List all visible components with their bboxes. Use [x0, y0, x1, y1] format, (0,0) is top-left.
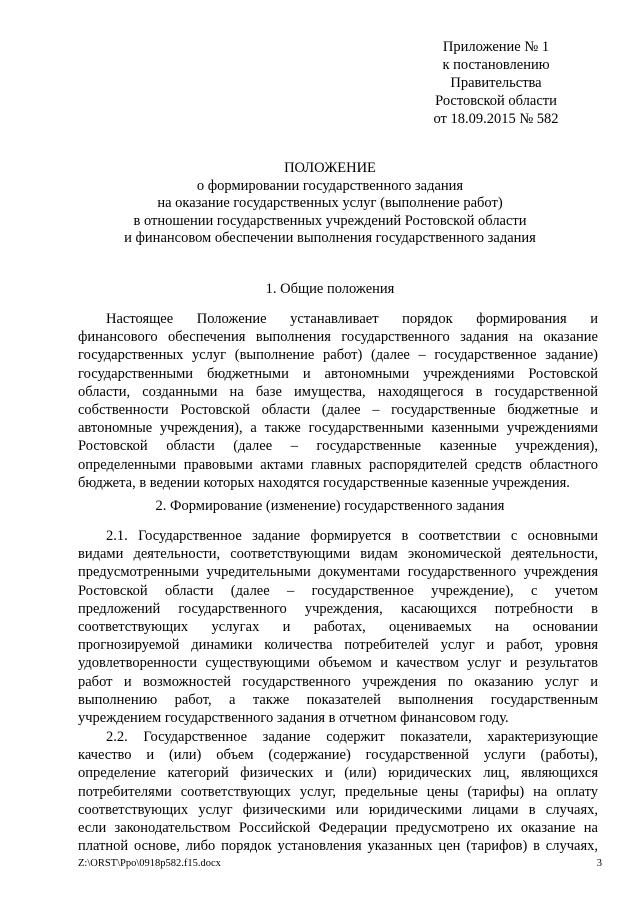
paragraph-line: 2.2. Государственное задание содержит показатели, характеризующие [106, 729, 598, 745]
paragraph-line: собственности Ростовской области (далее – государственные бюджетные и [78, 402, 598, 419]
title-line: о формировании государственного задания [196, 177, 464, 194]
title-main: ПОЛОЖЕНИЕ [284, 160, 376, 176]
section-2-paragraph-1 [78, 527, 598, 727]
paragraph-line: выполнению работ, а также показателей выполнения государственным [78, 691, 598, 708]
paragraph-line: автономные учреждения), а также государственными казенными учреждениями [78, 420, 598, 437]
paragraph-line: 2.1. Государственное задание формируется в соответствии с основными [106, 528, 598, 544]
paragraph-line: государственными бюджетными и автономными учреждениями Ростовской [78, 365, 598, 382]
paragraph-line: финансового обеспечения выполнения государственного задания на оказание [78, 329, 598, 346]
paragraph-line: предложений государственного учреждения, касающихся потребности в [78, 600, 598, 617]
paragraph-line: работ и возможностей государственного учреждения по оказанию услуг и [78, 673, 598, 690]
appendix-header [386, 38, 606, 128]
section-1-heading: 1. Общие положения [265, 281, 395, 297]
paragraph-line: Настоящее Положение устанавливает порядок формирования и [106, 311, 598, 327]
appendix-line: к постановлению [442, 57, 550, 73]
paragraph-line: определенными правовыми актами главных распорядителей средств областного [78, 456, 598, 473]
paragraph-line: платной основе, либо порядок установления указанных цен (тарифов) в случаях, [78, 838, 598, 855]
section-1-paragraph [78, 310, 598, 492]
section-2-heading: 2. Формирование (изменение) государственного задания [155, 498, 505, 514]
paragraph-line: определение категорий физических и (или) юридических лиц, являющихся [78, 765, 598, 782]
footer-file-path: Z:\ORST\Ppo\0918p582.f15.docx [78, 858, 221, 869]
appendix-line: Ростовской области [435, 93, 557, 109]
paragraph-line: государственных услуг (выполнение работ) (далее – государственное задание) [78, 347, 598, 364]
document-title [60, 160, 600, 248]
paragraph-line: соответствующих услуг физическими или юридическими лицами в случаях, [78, 801, 598, 818]
paragraph-line: Ростовской области (далее – государственное учреждение), с учетом [78, 582, 598, 599]
footer-page-number: 3 [596, 858, 602, 869]
paragraph-line: учреждением государственного задания в отчетном финансовом году. [78, 710, 509, 727]
section-2-paragraph-2 [78, 728, 598, 855]
paragraph-line: удовлетворенности существующими объемом и качеством услуг и результатов [78, 655, 598, 672]
paragraph-line: соответствующих услугах и работах, оцениваемых на основании [78, 619, 598, 636]
appendix-line: Правительства [450, 75, 542, 91]
paragraph-line: прогнозируемой динамики количества потребителей услуг и работ, уровня [78, 637, 598, 654]
paragraph-line: потребителями соответствующих услуг, предельные цены (тарифы) на оплату [78, 783, 598, 800]
title-line: в отношении государственных учреждений Ростовской области [133, 212, 527, 229]
paragraph-line: качество и (или) объем (содержание) государственной услуги (работы), [78, 747, 598, 764]
title-line: на оказание государственных услуг (выполнение работ) [157, 195, 503, 211]
paragraph-line: предусмотренными учредительными документами государственного учреждения [78, 564, 598, 581]
paragraph-line: видами деятельности, соответствующими видам экономической деятельности, [78, 546, 598, 563]
appendix-line: Приложение № 1 [442, 39, 550, 55]
paragraph-line: если законодательством Российской Федерации предусмотрено их оказание на [78, 820, 598, 837]
paragraph-line: бюджета, в ведении которых находятся государственные казенные учреждения. [78, 474, 570, 491]
appendix-line: от 18.09.2015 № 582 [433, 111, 559, 127]
title-line: и финансовом обеспечении выполнения государственного задания [124, 230, 536, 246]
paragraph-line: Ростовской области (далее – государственные казенные учреждения), [78, 438, 598, 455]
paragraph-line: области, созданными на базе имущества, находящегося в государственной [78, 383, 598, 400]
